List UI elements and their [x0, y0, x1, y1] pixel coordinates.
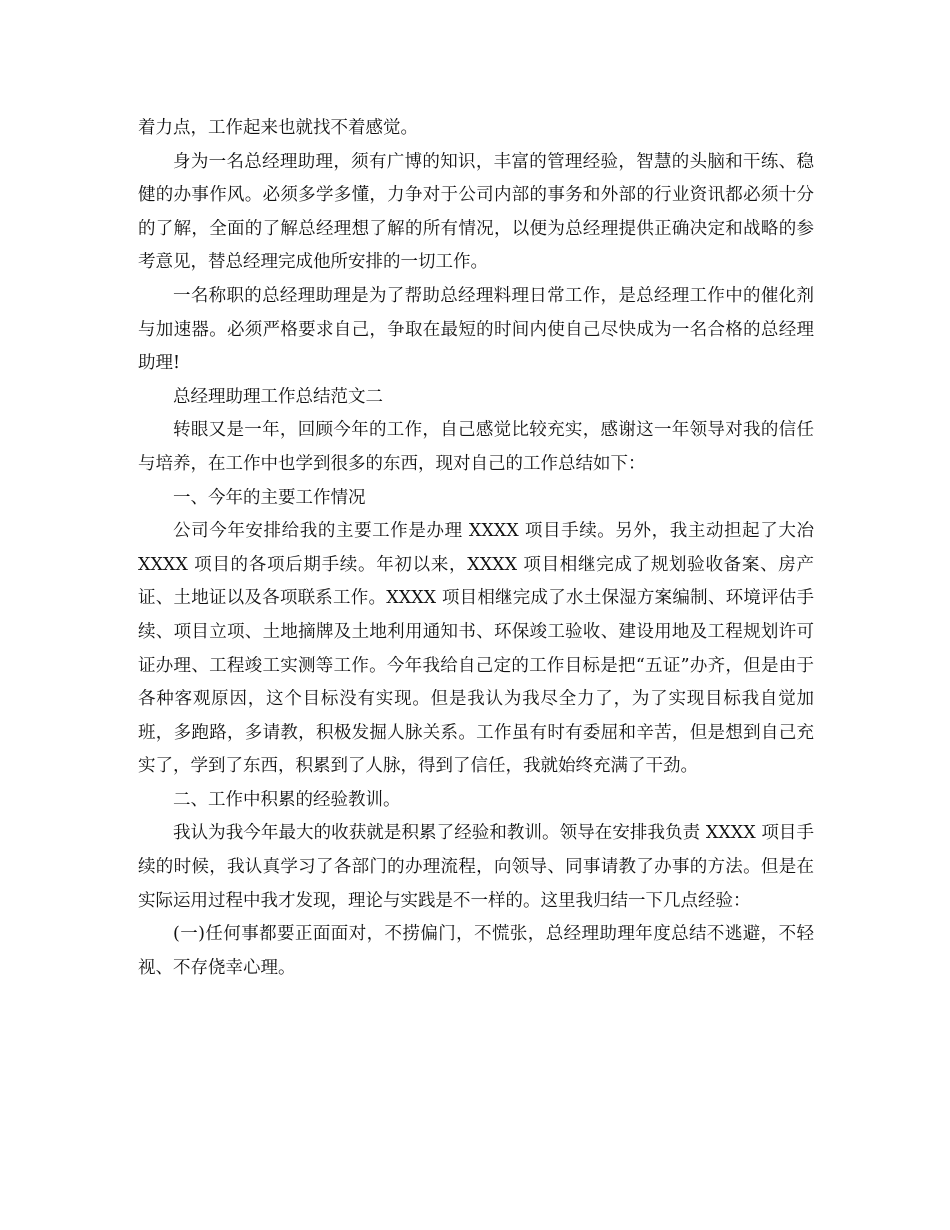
paragraph-4: 转眼又是一年，回顾今年的工作，自己感觉比较充实，感谢这一年领导对我的信任与培养，在工作中也学到很多的东西，现对自己的工作总结如下： [138, 420, 814, 474]
paragraph-3: 一名称职的总经理助理是为了帮助总经理料理日常工作，是总经理工作中的催化剂与加速器。必须严格要求自己，争取在最短的时间内使自己尽快成为一名合格的总经理助理! [138, 285, 814, 374]
heading-main-work: 一、今年的主要工作情况 [173, 487, 366, 508]
document-body [138, 112, 814, 985]
paragraph-1: 着力点，工作起来也就找不着感觉。 [138, 118, 418, 138]
section-title-example-two: 总经理助理工作总结范文二 [173, 386, 383, 407]
paragraph-5: 公司今年安排给我的主要工作是办理 XXXX 项目手续。另外，我主动担起了大冶 XXXX 项目的各项后期手续。年初以来，XXXX 项目相继完成了规划验收备案、房产证、土地证以及各项联系工作。XXXX 项目相继完成了水土保湿方案编制、环境评估手续、项目立项、土地摘牌及土地利用通知书、环保竣工验收、建设用地及工程规划许可证办理、工程竣工实测等工作。今年我给自己定的工作目标是把“五证”办齐，但是由于各种客观原因，这个目标没有实现。但是我认为我尽全力了，为了实现目标我自觉加班，多跑路，多请教，积极发掘人脉关系。工作虽有时有委屈和辛苦，但是想到自己充实了，学到了东西，积累到了人脉，得到了信任，我就始终充满了干劲。 [138, 521, 814, 777]
heading-lessons: 二、工作中积累的经验教训。 [173, 789, 401, 810]
paragraph-2: 身为一名总经理助理，须有广博的知识，丰富的管理经验，智慧的头脑和干练、稳健的办事作风。必须多学多懂，力争对于公司内部的事务和外部的行业资讯都必须十分的了解，全面的了解总经理想了解的所有情况，以便为总经理提供正确决定和战略的参考意见，替总经理完成他所安排的一切工作。 [138, 151, 814, 273]
paragraph-7: (一)任何事都要正面面对，不捞偏门，不慌张，总经理助理年度总结不逃避，不轻视、不存侥幸心理。 [138, 924, 814, 978]
paragraph-6: 我认为我今年最大的收获就是积累了经验和教训。领导在安排我负责 XXXX 项目手续的时候，我认真学习了各部门的办理流程，向领导、同事请教了办事的方法。但是在实际运用过程中我才发现，理论与实践是不一样的。这里我归结一下几点经验： [138, 823, 814, 911]
